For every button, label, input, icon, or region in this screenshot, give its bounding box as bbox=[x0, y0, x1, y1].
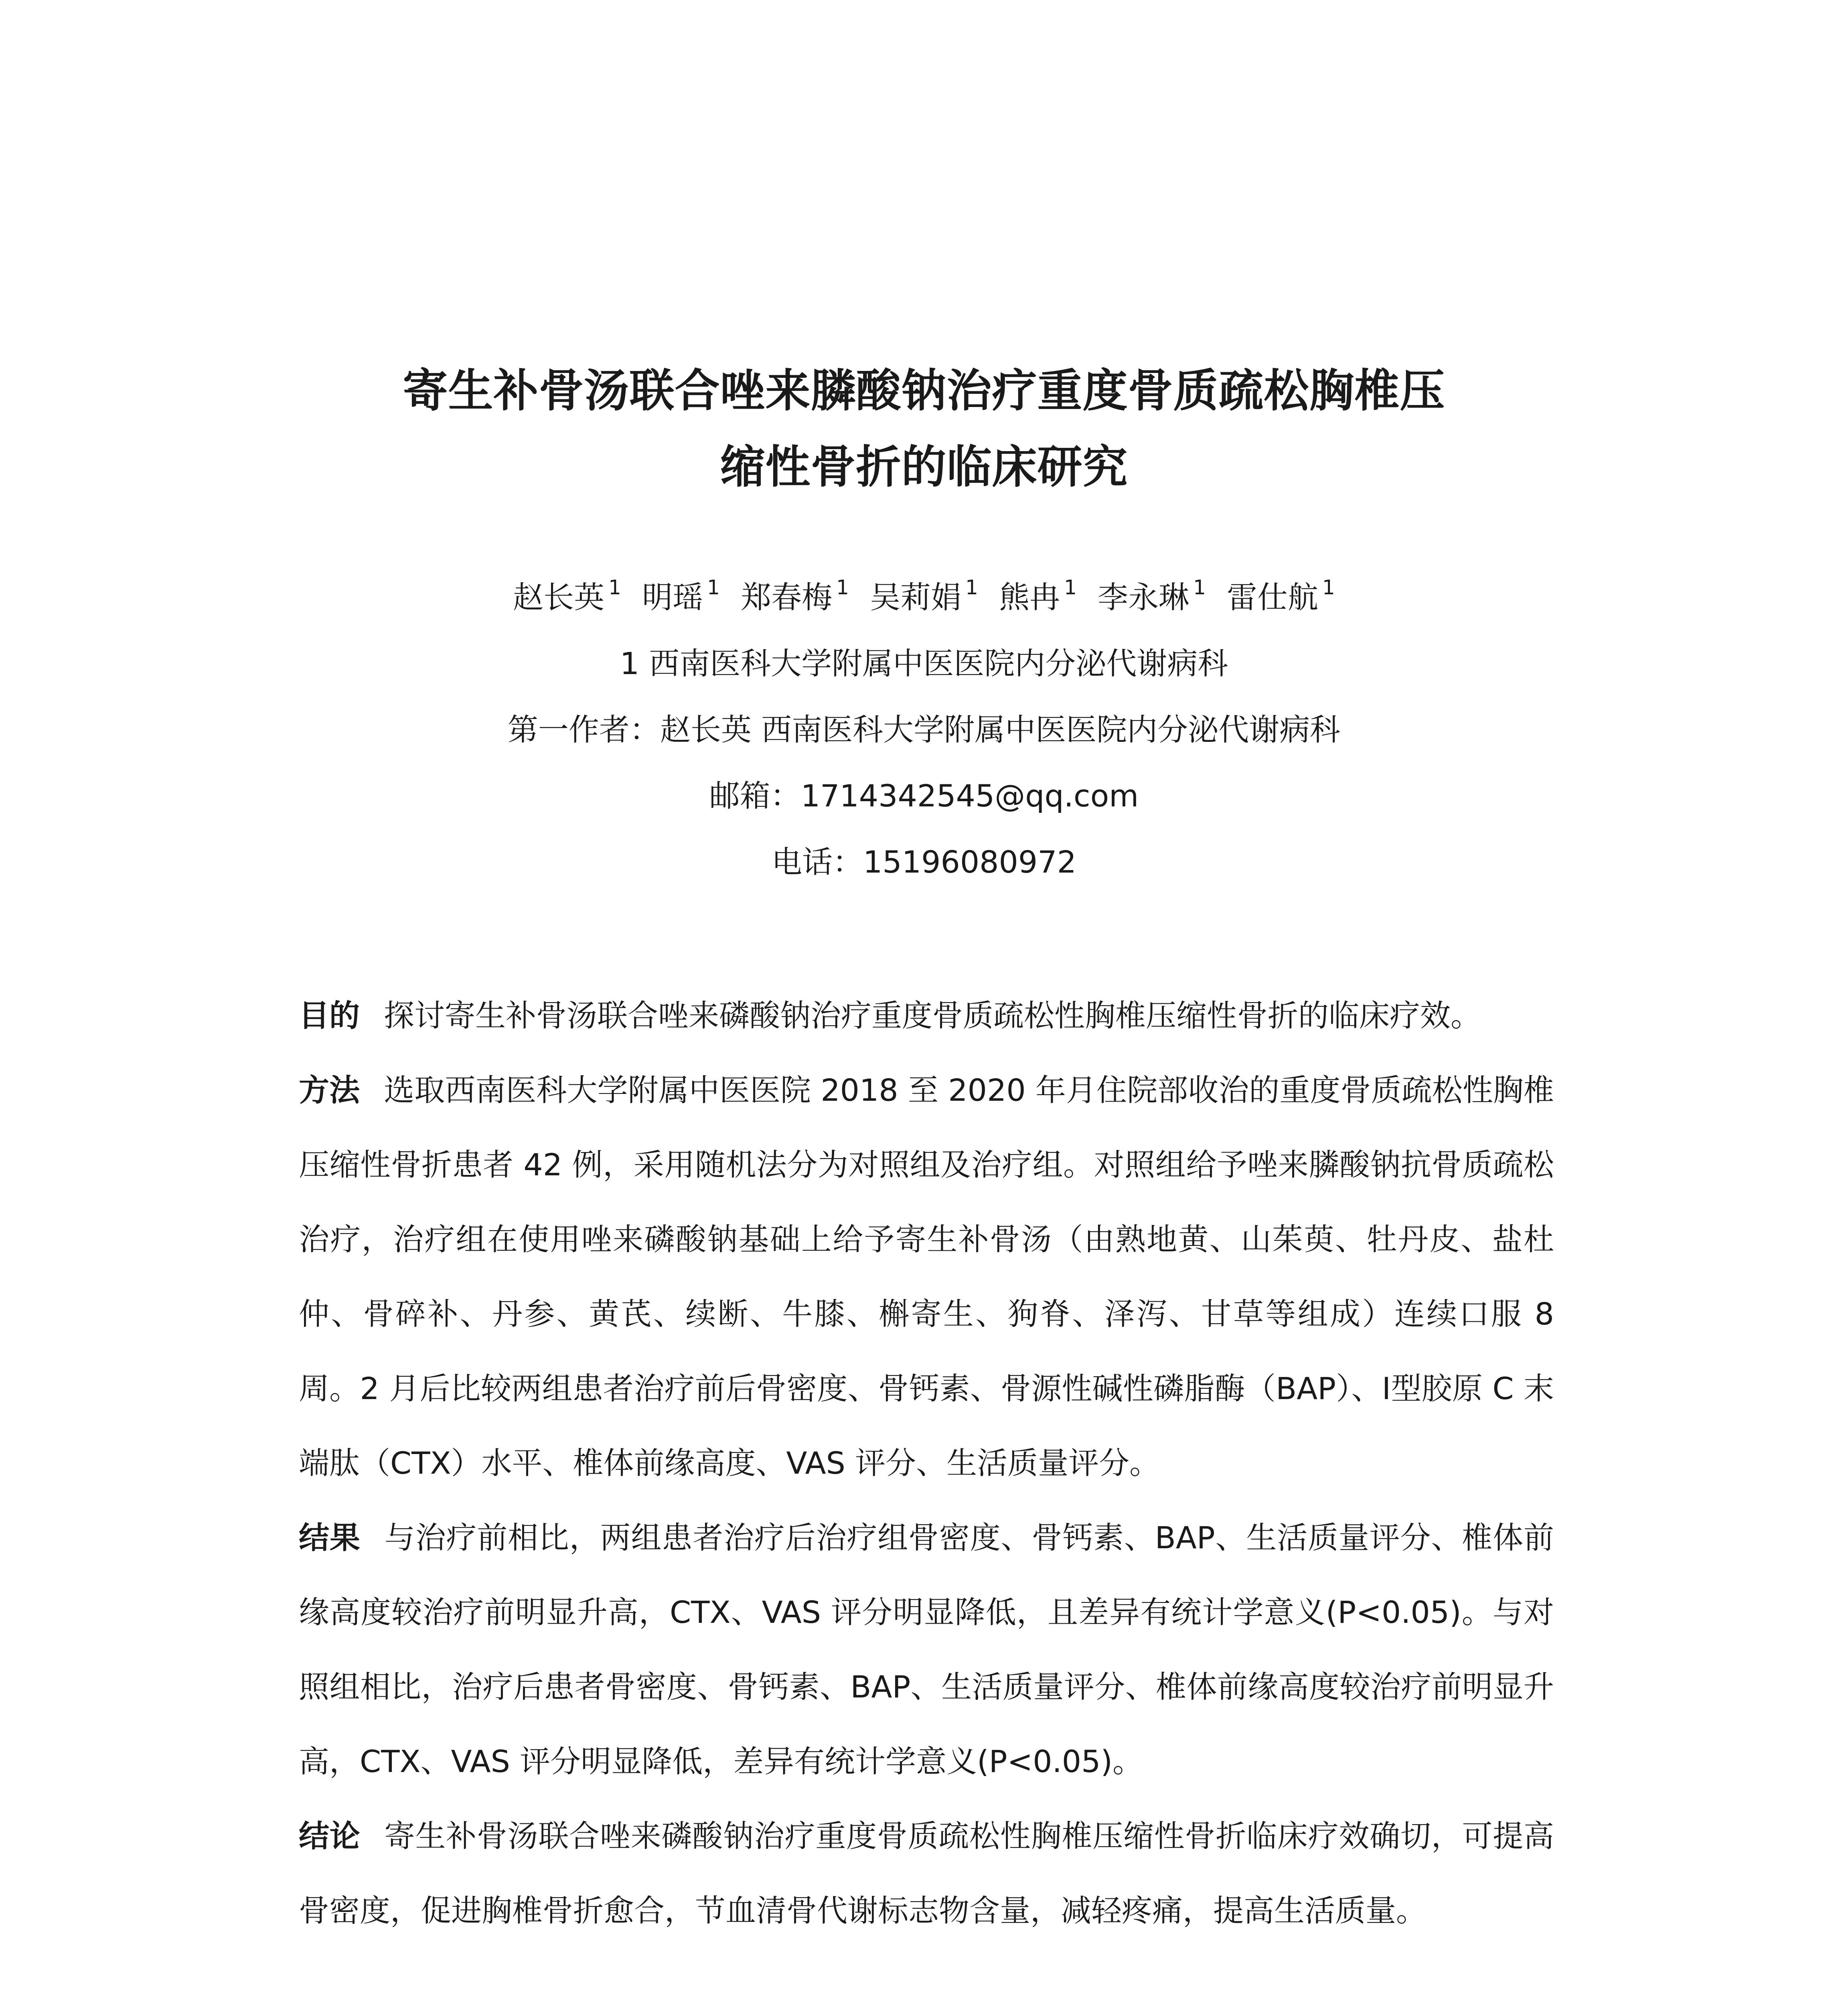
conclusion-text: 寄生补骨汤联合唑来磷酸钠治疗重度骨质疏松性胸椎压缩性骨折临床疗效确切，可提高骨密度，促进胸椎骨折愈合，节血清骨代谢标志物含量，减轻疼痛，提高生活质量。 bbox=[299, 1818, 1554, 1928]
author-name: 雷仕航 bbox=[1227, 579, 1319, 615]
author bbox=[1227, 576, 1335, 615]
objective-label: 目的 bbox=[299, 998, 360, 1033]
paper-title-line-2: 缩性骨折的临床研究 bbox=[720, 441, 1128, 493]
abstract-objective bbox=[299, 978, 1554, 1053]
author-list bbox=[0, 573, 1848, 622]
abstract-conclusion bbox=[299, 1799, 1554, 1948]
author-affiliation-mark: 1 bbox=[1193, 576, 1206, 599]
first-author-line: 第一作者：赵长英 西南医科大学附属中医医院内分泌代谢病科 bbox=[507, 712, 1341, 747]
methods-text: 选取西南医科大学附属中医医院 2018 至 2020 年月住院部收治的重度骨质疏松性胸椎压缩性骨折患者 42 例，采用随机法分为对照组及治疗组。对照组给予唑来膦酸钠抗骨质疏松治疗，治疗组在使用唑来磷酸钠基础上给予寄生补骨汤（由熟地黄、山茱萸、牡丹皮、盐杜仲、骨碎补、丹参、黄芪、续断、牛膝、槲寄生、狗脊、泽泻、甘草等组成）连续口服 8 周。2 月后比较两组患者治疗前后骨密度、骨钙素、骨源性碱性磷脂酶（BAP）、Ⅰ型胶原 C 末端肽（CTX）水平、椎体前缘高度、VAS 评分、生活质量评分。 bbox=[299, 1072, 1554, 1481]
author bbox=[1098, 576, 1206, 615]
paper-title bbox=[297, 353, 1551, 505]
author bbox=[642, 576, 720, 615]
abstract bbox=[299, 978, 1554, 1948]
author-name: 吴莉娟 bbox=[870, 579, 962, 615]
email-line: 邮箱：1714342545@qq.com bbox=[709, 778, 1139, 814]
author bbox=[513, 576, 621, 615]
paper-title-line-1: 寄生补骨汤联合唑来膦酸钠治疗重度骨质疏松胸椎压 bbox=[403, 365, 1445, 417]
abstract-results bbox=[299, 1501, 1554, 1799]
author-affiliation-mark: 1 bbox=[965, 576, 978, 599]
conclusion-label: 结论 bbox=[299, 1818, 361, 1854]
phone-line: 电话：15196080972 bbox=[772, 844, 1076, 880]
author-name: 明瑶 bbox=[642, 579, 703, 615]
author-affiliation-mark: 1 bbox=[1064, 576, 1077, 599]
methods-label: 方法 bbox=[299, 1072, 360, 1108]
objective-text: 探讨寄生补骨汤联合唑来磷酸钠治疗重度骨质疏松性胸椎压缩性骨折的临床疗效。 bbox=[384, 998, 1481, 1033]
author bbox=[741, 576, 849, 615]
author bbox=[999, 576, 1077, 615]
author-affiliation-mark: 1 bbox=[608, 576, 621, 599]
affiliation: 1 西南医科大学附属中医医院内分泌代谢病科 bbox=[620, 646, 1228, 681]
results-text: 与治疗前相比，两组患者治疗后治疗组骨密度、骨钙素、BAP、生活质量评分、椎体前缘高度较治疗前明显升高，CTX、VAS 评分明显降低，且差异有统计学意义(P<0.05)。与对照组相比，治疗后患者骨密度、骨钙素、BAP、生活质量评分、椎体前缘高度较治疗前明显升高，CTX、VAS 评分明显降低，差异有统计学意义(P<0.05)。 bbox=[299, 1520, 1554, 1779]
author-name: 李永琳 bbox=[1098, 579, 1189, 615]
author-affiliation-mark: 1 bbox=[1322, 576, 1335, 599]
author-affiliation-mark: 1 bbox=[836, 576, 849, 599]
results-label: 结果 bbox=[299, 1520, 361, 1555]
author bbox=[870, 576, 978, 615]
author-name: 郑春梅 bbox=[741, 579, 833, 615]
abstract-methods bbox=[299, 1053, 1554, 1501]
author-name: 赵长英 bbox=[513, 579, 605, 615]
author-affiliation-mark: 1 bbox=[707, 576, 720, 599]
author-name: 熊冉 bbox=[999, 579, 1060, 615]
